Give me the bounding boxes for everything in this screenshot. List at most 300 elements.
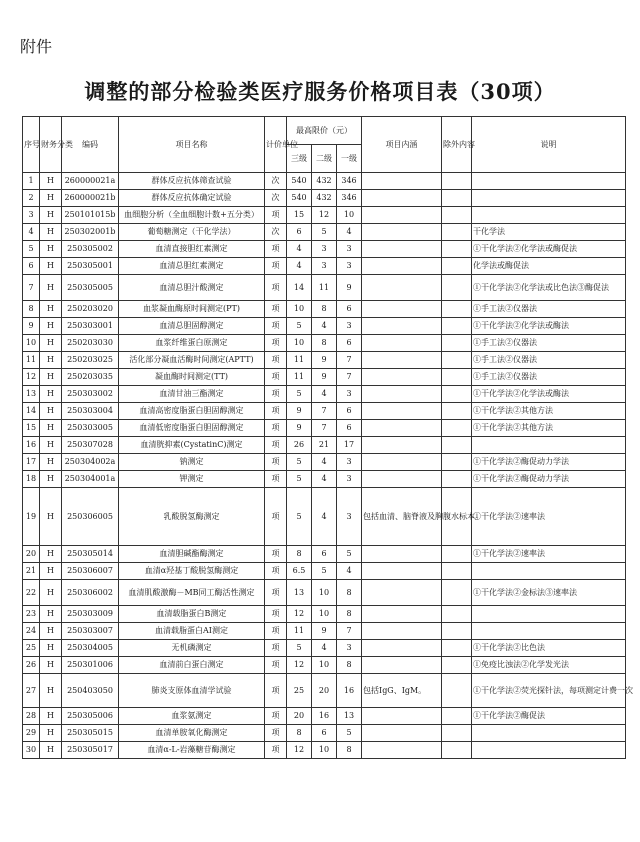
row-seq: 25 — [23, 640, 40, 657]
row-note: 干化学法 — [472, 224, 626, 241]
row-seq: 4 — [23, 224, 40, 241]
row-note: ①干化学法②荧光探针法，每项测定计费一次 — [472, 674, 626, 708]
row-seq: 14 — [23, 403, 40, 420]
row-name: 血浆纤维蛋白原测定 — [119, 335, 265, 352]
header-exclusion: 除外内容 — [442, 117, 472, 173]
row-price-level1: 346 — [337, 173, 362, 190]
row-name: 血清低密度脂蛋白胆固醇测定 — [119, 420, 265, 437]
row-price-level2: 8 — [312, 335, 337, 352]
row-seq: 10 — [23, 335, 40, 352]
table-body — [23, 173, 634, 759]
row-price-level3: 20 — [287, 708, 312, 725]
row-content — [362, 301, 442, 318]
row-price-level1: 7 — [337, 352, 362, 369]
row-exclusion — [442, 437, 472, 454]
row-seq: 8 — [23, 301, 40, 318]
table-row — [23, 546, 626, 563]
row-code: 260000021a — [62, 173, 119, 190]
row-content: 包括IgG、IgM。 — [362, 674, 442, 708]
row-unit: 项 — [265, 725, 287, 742]
row-unit: 项 — [265, 318, 287, 335]
row-price-level3: 4 — [287, 241, 312, 258]
row-name: 血浆氨测定 — [119, 708, 265, 725]
table-row — [23, 258, 626, 275]
row-seq: 5 — [23, 241, 40, 258]
row-price-level1: 3 — [337, 488, 362, 546]
header-content: 项目内涵 — [362, 117, 442, 173]
row-content — [362, 318, 442, 335]
row-price-level1: 17 — [337, 437, 362, 454]
row-price-level2: 4 — [312, 488, 337, 546]
row-name: 血清载脂蛋白AⅠ测定 — [119, 623, 265, 640]
row-note — [472, 725, 626, 742]
row-price-level2: 432 — [312, 173, 337, 190]
row-content — [362, 403, 442, 420]
row-price-level3: 12 — [287, 742, 312, 759]
row-unit: 项 — [265, 488, 287, 546]
row-price-level2: 9 — [312, 623, 337, 640]
table-row — [23, 190, 626, 207]
row-price-level2: 20 — [312, 674, 337, 708]
row-seq: 27 — [23, 674, 40, 708]
row-name: 活化部分凝血活酶时间测定(APTT) — [119, 352, 265, 369]
row-content — [362, 241, 442, 258]
row-content — [362, 580, 442, 606]
row-content — [362, 563, 442, 580]
row-unit: 项 — [265, 674, 287, 708]
row-category: H — [40, 674, 62, 708]
row-price-level1: 6 — [337, 301, 362, 318]
row-price-level1: 16 — [337, 674, 362, 708]
row-unit: 项 — [265, 335, 287, 352]
row-note — [472, 623, 626, 640]
row-price-level1: 3 — [337, 454, 362, 471]
header-max-price: 最高限价（元） — [287, 117, 362, 145]
row-price-level1: 3 — [337, 258, 362, 275]
row-unit: 项 — [265, 437, 287, 454]
row-price-level1: 5 — [337, 546, 362, 563]
row-unit: 项 — [265, 403, 287, 420]
row-seq: 11 — [23, 352, 40, 369]
row-price-level1: 10 — [337, 207, 362, 224]
row-exclusion — [442, 606, 472, 623]
table-row — [23, 725, 626, 742]
row-price-level1: 6 — [337, 420, 362, 437]
row-name: 血清α羟基丁酸脱氢酶测定 — [119, 563, 265, 580]
row-content — [362, 623, 442, 640]
row-code: 250301006 — [62, 657, 119, 674]
row-unit: 项 — [265, 241, 287, 258]
row-name: 血清前白蛋白测定 — [119, 657, 265, 674]
row-name: 群体反应抗体确定试验 — [119, 190, 265, 207]
row-exclusion — [442, 420, 472, 437]
row-price-level3: 26 — [287, 437, 312, 454]
row-price-level3: 5 — [287, 471, 312, 488]
row-code: 260000021b — [62, 190, 119, 207]
row-seq: 30 — [23, 742, 40, 759]
row-price-level3: 11 — [287, 369, 312, 386]
row-price-level1: 3 — [337, 241, 362, 258]
row-exclusion — [442, 623, 472, 640]
row-price-level1: 3 — [337, 471, 362, 488]
header-category: 财务分类 — [40, 117, 62, 173]
row-note: ①手工法②仪器法 — [472, 369, 626, 386]
row-content — [362, 352, 442, 369]
row-code: 250304001a — [62, 471, 119, 488]
row-price-level2: 4 — [312, 640, 337, 657]
row-note: ①干化学法②化学法或比色法③酶促法 — [472, 275, 626, 301]
row-name: 血清载脂蛋白B测定 — [119, 606, 265, 623]
row-note: ①干化学法②酶促动力学法 — [472, 454, 626, 471]
row-note: ①干化学法②速率法 — [472, 546, 626, 563]
row-price-level3: 540 — [287, 190, 312, 207]
row-price-level1: 4 — [337, 224, 362, 241]
row-content — [362, 640, 442, 657]
header-level2: 二级 — [312, 145, 337, 173]
row-exclusion — [442, 708, 472, 725]
table-row — [23, 173, 626, 190]
row-note: ①干化学法②其他方法 — [472, 403, 626, 420]
row-note — [472, 437, 626, 454]
header-name: 项目名称 — [119, 117, 265, 173]
row-name: 血清直接胆红素测定 — [119, 241, 265, 258]
row-code: 250303001 — [62, 318, 119, 335]
row-name: 血清肌酸激酶－MB同工酶活性测定 — [119, 580, 265, 606]
row-seq: 29 — [23, 725, 40, 742]
row-category: H — [40, 623, 62, 640]
row-unit: 项 — [265, 657, 287, 674]
table-row — [23, 674, 626, 708]
row-seq: 21 — [23, 563, 40, 580]
row-category: H — [40, 403, 62, 420]
row-price-level1: 5 — [337, 725, 362, 742]
row-code: 250306002 — [62, 580, 119, 606]
row-note: ①免疫比浊法②化学发光法 — [472, 657, 626, 674]
row-seq: 7 — [23, 275, 40, 301]
row-name: 血浆凝血酶原时间测定(PT) — [119, 301, 265, 318]
row-note — [472, 207, 626, 224]
row-exclusion — [442, 742, 472, 759]
row-exclusion — [442, 335, 472, 352]
row-content — [362, 437, 442, 454]
row-price-level3: 9 — [287, 420, 312, 437]
table-row — [23, 335, 626, 352]
row-price-level2: 4 — [312, 471, 337, 488]
row-price-level1: 7 — [337, 369, 362, 386]
row-note: ①干化学法②金标法③速率法 — [472, 580, 626, 606]
row-price-level3: 4 — [287, 258, 312, 275]
row-exclusion — [442, 207, 472, 224]
row-seq: 19 — [23, 488, 40, 546]
table-row — [23, 420, 626, 437]
row-exclusion — [442, 173, 472, 190]
row-exclusion — [442, 352, 472, 369]
row-seq: 12 — [23, 369, 40, 386]
row-seq: 6 — [23, 258, 40, 275]
row-name: 钾测定 — [119, 471, 265, 488]
row-exclusion — [442, 674, 472, 708]
row-unit: 项 — [265, 546, 287, 563]
row-exclusion — [442, 563, 472, 580]
row-note: ①干化学法②速率法 — [472, 488, 626, 546]
row-price-level3: 5 — [287, 488, 312, 546]
row-exclusion — [442, 403, 472, 420]
row-exclusion — [442, 190, 472, 207]
row-content — [362, 369, 442, 386]
row-category: H — [40, 563, 62, 580]
row-price-level3: 540 — [287, 173, 312, 190]
row-category: H — [40, 488, 62, 546]
row-unit: 项 — [265, 623, 287, 640]
row-code: 250306007 — [62, 563, 119, 580]
row-note: ①干化学法②酶促动力学法 — [472, 471, 626, 488]
row-content — [362, 386, 442, 403]
row-price-level3: 10 — [287, 301, 312, 318]
row-unit: 次 — [265, 173, 287, 190]
row-price-level2: 9 — [312, 369, 337, 386]
row-exclusion — [442, 258, 472, 275]
row-content — [362, 725, 442, 742]
row-price-level3: 9 — [287, 403, 312, 420]
row-price-level3: 5 — [287, 386, 312, 403]
header-seq: 序号 — [23, 117, 40, 173]
row-exclusion — [442, 454, 472, 471]
row-price-level3: 13 — [287, 580, 312, 606]
row-code: 250303005 — [62, 420, 119, 437]
table-row — [23, 580, 626, 606]
row-code: 250303002 — [62, 386, 119, 403]
row-content — [362, 258, 442, 275]
row-price-level3: 14 — [287, 275, 312, 301]
table-row — [23, 488, 626, 546]
row-exclusion — [442, 224, 472, 241]
row-code: 250303007 — [62, 623, 119, 640]
row-unit: 项 — [265, 369, 287, 386]
table-row — [23, 241, 626, 258]
row-unit: 项 — [265, 275, 287, 301]
row-code: 250305001 — [62, 258, 119, 275]
table-row — [23, 437, 626, 454]
row-price-level2: 4 — [312, 454, 337, 471]
row-price-level2: 5 — [312, 563, 337, 580]
row-exclusion — [442, 318, 472, 335]
row-name: 肺炎支原体血清学试验 — [119, 674, 265, 708]
row-category: H — [40, 258, 62, 275]
table-row — [23, 403, 626, 420]
row-category: H — [40, 708, 62, 725]
row-note: 化学法或酶促法 — [472, 258, 626, 275]
row-code: 250307028 — [62, 437, 119, 454]
row-unit: 项 — [265, 606, 287, 623]
row-price-level2: 3 — [312, 241, 337, 258]
row-price-level1: 13 — [337, 708, 362, 725]
row-category: H — [40, 318, 62, 335]
row-seq: 2 — [23, 190, 40, 207]
row-content — [362, 454, 442, 471]
table-row — [23, 563, 626, 580]
row-unit: 项 — [265, 352, 287, 369]
row-category: H — [40, 224, 62, 241]
row-exclusion — [442, 386, 472, 403]
header-level3: 三级 — [287, 145, 312, 173]
row-category: H — [40, 369, 62, 386]
row-content — [362, 207, 442, 224]
table-row — [23, 275, 626, 301]
table-row — [23, 606, 626, 623]
row-content — [362, 471, 442, 488]
row-category: H — [40, 173, 62, 190]
row-code: 250305005 — [62, 275, 119, 301]
row-price-level2: 7 — [312, 420, 337, 437]
row-exclusion — [442, 580, 472, 606]
row-price-level2: 4 — [312, 386, 337, 403]
row-unit: 项 — [265, 580, 287, 606]
row-category: H — [40, 420, 62, 437]
row-unit: 次 — [265, 224, 287, 241]
row-code: 250203030 — [62, 335, 119, 352]
row-category: H — [40, 301, 62, 318]
row-category: H — [40, 386, 62, 403]
table-row — [23, 352, 626, 369]
row-code: 250305006 — [62, 708, 119, 725]
row-name: 无机磷测定 — [119, 640, 265, 657]
row-price-level3: 11 — [287, 352, 312, 369]
row-category: H — [40, 335, 62, 352]
row-name: 血清单胺氧化酶测定 — [119, 725, 265, 742]
row-price-level3: 10 — [287, 335, 312, 352]
row-name: 钠测定 — [119, 454, 265, 471]
row-exclusion — [442, 657, 472, 674]
row-note — [472, 742, 626, 759]
table-row — [23, 224, 626, 241]
row-price-level1: 7 — [337, 623, 362, 640]
row-price-level1: 3 — [337, 386, 362, 403]
row-price-level3: 25 — [287, 674, 312, 708]
row-code: 250304005 — [62, 640, 119, 657]
row-seq: 9 — [23, 318, 40, 335]
table-row — [23, 471, 626, 488]
header-unit: 计价单位 — [265, 117, 287, 173]
row-note: ①干化学法②其他方法 — [472, 420, 626, 437]
table-row — [23, 301, 626, 318]
row-content — [362, 606, 442, 623]
row-price-level2: 4 — [312, 318, 337, 335]
row-note: ①手工法②仪器法 — [472, 352, 626, 369]
row-code: 250305015 — [62, 725, 119, 742]
row-code: 250304002a — [62, 454, 119, 471]
row-code: 250403050 — [62, 674, 119, 708]
row-seq: 24 — [23, 623, 40, 640]
row-name: 血清高密度脂蛋白胆固醇测定 — [119, 403, 265, 420]
row-note: ①干化学法②化学法或酶法 — [472, 386, 626, 403]
table-row — [23, 318, 626, 335]
table-row — [23, 640, 626, 657]
row-exclusion — [442, 640, 472, 657]
row-note: ①干化学法②比色法 — [472, 640, 626, 657]
row-category: H — [40, 207, 62, 224]
row-seq: 23 — [23, 606, 40, 623]
row-note — [472, 190, 626, 207]
row-price-level3: 5 — [287, 318, 312, 335]
row-seq: 1 — [23, 173, 40, 190]
row-content — [362, 657, 442, 674]
row-code: 250101015b — [62, 207, 119, 224]
price-table — [22, 116, 634, 759]
row-content — [362, 335, 442, 352]
row-price-level1: 8 — [337, 606, 362, 623]
row-content — [362, 420, 442, 437]
row-code: 250302001b — [62, 224, 119, 241]
row-exclusion — [442, 241, 472, 258]
table-row — [23, 386, 626, 403]
attachment-label: 附件 — [20, 37, 53, 56]
row-price-level2: 10 — [312, 657, 337, 674]
row-seq: 18 — [23, 471, 40, 488]
row-code: 250303009 — [62, 606, 119, 623]
row-name: 血细胞分析（全血细胞计数+五分类） — [119, 207, 265, 224]
row-category: H — [40, 352, 62, 369]
row-price-level1: 8 — [337, 742, 362, 759]
row-price-level2: 9 — [312, 352, 337, 369]
row-code: 250303004 — [62, 403, 119, 420]
row-category: H — [40, 606, 62, 623]
row-unit: 次 — [265, 190, 287, 207]
row-content — [362, 546, 442, 563]
row-content: 包括血清、脑脊液及胸腹水标本。 — [362, 488, 442, 546]
row-category: H — [40, 190, 62, 207]
row-unit: 项 — [265, 301, 287, 318]
row-seq: 3 — [23, 207, 40, 224]
row-category: H — [40, 454, 62, 471]
row-exclusion — [442, 725, 472, 742]
row-name: 血清总胆固醇测定 — [119, 318, 265, 335]
row-price-level2: 7 — [312, 403, 337, 420]
row-name: 血清总胆红素测定 — [119, 258, 265, 275]
row-unit: 项 — [265, 386, 287, 403]
row-code: 250305002 — [62, 241, 119, 258]
row-price-level1: 6 — [337, 335, 362, 352]
row-unit: 项 — [265, 640, 287, 657]
row-category: H — [40, 657, 62, 674]
row-price-level3: 6.5 — [287, 563, 312, 580]
row-price-level1: 9 — [337, 275, 362, 301]
row-price-level3: 6 — [287, 224, 312, 241]
row-price-level1: 4 — [337, 563, 362, 580]
row-price-level3: 15 — [287, 207, 312, 224]
page-title: 调整的部分检验类医疗服务价格项目表（30项） — [84, 79, 556, 104]
row-note: ①干化学法②化学法或酶促法 — [472, 241, 626, 258]
row-price-level2: 12 — [312, 207, 337, 224]
table-row — [23, 657, 626, 674]
row-code: 250306005 — [62, 488, 119, 546]
row-seq: 17 — [23, 454, 40, 471]
row-content — [362, 173, 442, 190]
row-unit: 项 — [265, 708, 287, 725]
row-price-level3: 5 — [287, 640, 312, 657]
table-row — [23, 369, 626, 386]
row-seq: 26 — [23, 657, 40, 674]
row-name: 葡萄糖测定（干化学法） — [119, 224, 265, 241]
header-code: 编码 — [62, 117, 119, 173]
row-content — [362, 190, 442, 207]
row-price-level1: 3 — [337, 318, 362, 335]
table-row — [23, 207, 626, 224]
row-category: H — [40, 241, 62, 258]
header-note: 说明 — [472, 117, 626, 173]
row-exclusion — [442, 301, 472, 318]
row-unit: 项 — [265, 420, 287, 437]
row-note — [472, 606, 626, 623]
